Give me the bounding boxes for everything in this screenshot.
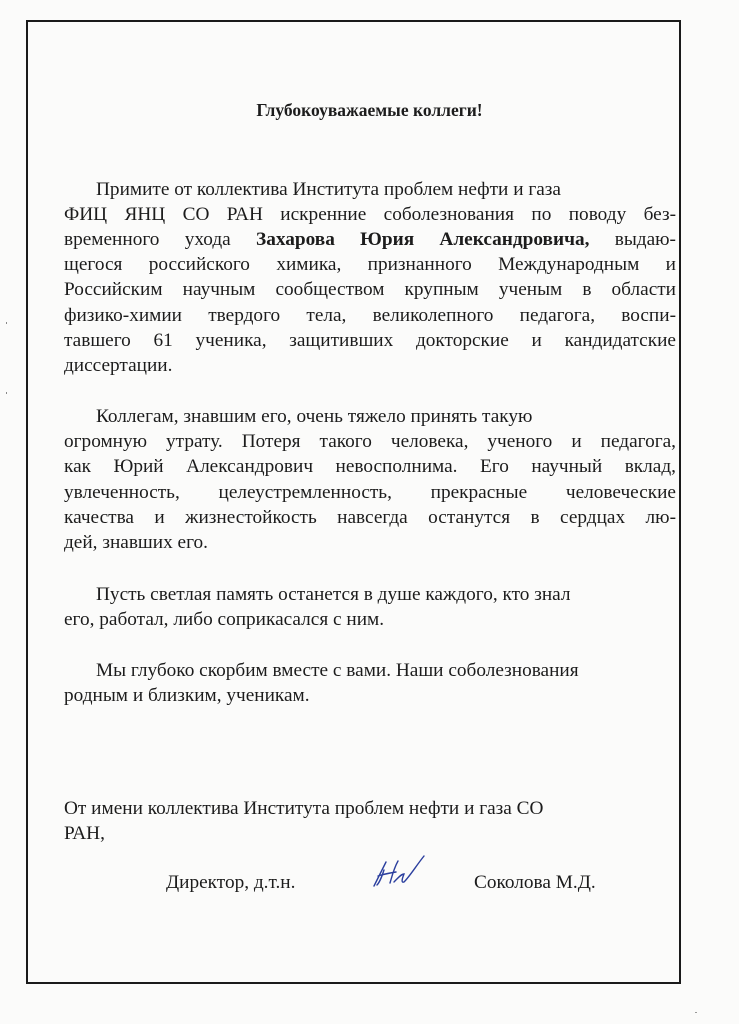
signatory-name: Соколова М.Д. — [474, 872, 596, 893]
letter-greeting: Глубокоуважаемые коллеги! — [256, 100, 483, 120]
signature-drawing — [368, 852, 430, 896]
scan-speck — [6, 392, 7, 394]
scan-speck — [695, 1012, 697, 1013]
paragraph-2-line-3: как Юрий Александрович невосполнима. Его научный вклад, — [64, 456, 676, 477]
paragraph-2-line-1: Коллегам, знавшим его, очень тяжело принять такую — [96, 406, 533, 427]
closing-line-2: РАН, — [64, 823, 105, 844]
paragraph-1-line-8: диссертации. — [64, 355, 173, 376]
paragraph-1-line-5: Российским научным сообществом крупным ученым в области — [64, 279, 676, 300]
paragraph-1-line-2: ФИЦ ЯНЦ СО РАН искренние соболезнования по поводу без- — [64, 204, 676, 225]
paragraph-2-line-5: качества и жизнестойкость навсегда останутся в сердцах лю- — [64, 507, 676, 528]
text-run: выдаю- — [589, 229, 676, 250]
deceased-name: Захарова Юрия Александровича, — [256, 229, 590, 250]
handwritten-signature — [368, 852, 430, 896]
paragraph-1-line-6: физико-химии твердого тела, великолепного педагога, воспи- — [64, 305, 676, 326]
paragraph-3-line-2: его, работал, либо соприкасался с ним. — [64, 609, 385, 630]
closing-line-1: От имени коллектива Института проблем нефти и газа СО — [64, 798, 544, 819]
paragraph-1-line-3 — [64, 228, 676, 252]
paragraph-4-line-2: родным и близким, ученикам. — [64, 685, 310, 706]
paragraph-1-line-1: Примите от коллектива Института проблем нефти и газа — [96, 179, 561, 200]
paragraph-4-line-1: Мы глубоко скорбим вместе с вами. Наши соболезнования — [96, 660, 579, 681]
paragraph-2-line-6: дей, знавших его. — [64, 532, 208, 553]
text-run: временного ухода — [64, 229, 257, 250]
paragraph-1-line-4: щегося российского химика, признанного Международным и — [64, 254, 676, 275]
paragraph-3-line-1: Пусть светлая память останется в душе каждого, кто знал — [96, 584, 571, 605]
paragraph-1-line-7: тавшего 61 ученика, защитивших докторские и кандидатские — [64, 330, 676, 351]
paragraph-2-line-4: увлеченность, целеустремленность, прекрасные человеческие — [64, 482, 676, 503]
paragraph-2-line-2: огромную утрату. Потеря такого человека, ученого и педагога, — [64, 431, 676, 452]
scan-speck — [6, 322, 7, 324]
signatory-title: Директор, д.т.н. — [166, 872, 296, 893]
